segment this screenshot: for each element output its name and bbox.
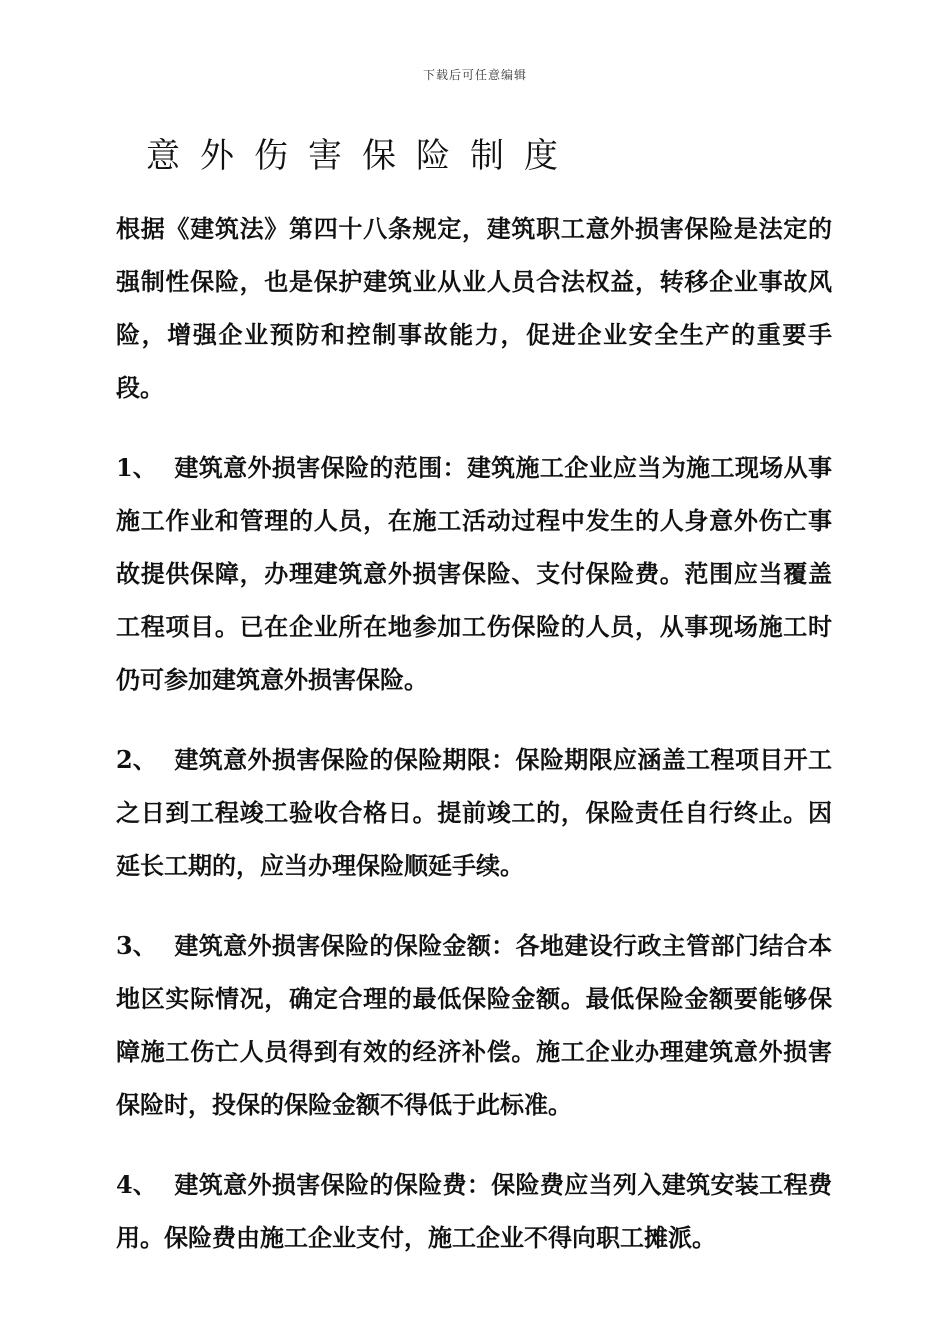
clause-4-text: 建筑意外损害保险的保险费：保险费应当列入建筑安装工程费用。保险费由施工企业支付，施工企业不得向职工摊派。 xyxy=(116,1170,832,1252)
clause-2-number: 2、 xyxy=(116,745,157,774)
clause-3-number: 3、 xyxy=(116,931,157,960)
clause-3-text: 建筑意外损害保险的保险金额：各地建设行政主管部门结合本地区实际情况，确定合理的最低保险金额。最低保险金额要能够保障施工伤亡人员得到有效的经济补偿。施工企业办理建筑意外损害保险时，投保的保险金额不得低于此标准。 xyxy=(116,931,832,1119)
intro-paragraph: 根据《建筑法》第四十八条规定，建筑职工意外损害保险是法定的强制性保险，也是保护建筑业从业人员合法权益，转移企业事故风险，增强企业预防和控制事故能力，促进企业安全生产的重要手段。 xyxy=(116,214,832,402)
header-note: 下载后可任意编辑 xyxy=(422,68,527,82)
document-body xyxy=(116,202,832,1291)
clause-2-text: 建筑意外损害保险的保险期限：保险期限应涵盖工程项目开工之日到工程竣工验收合格日。提前竣工的，保险责任自行终止。因延长工期的，应当办理保险顺延手续。 xyxy=(116,745,832,880)
clause-4 xyxy=(116,1158,832,1264)
clause-4-number: 4、 xyxy=(116,1170,157,1199)
clause-1-text: 建筑意外损害保险的范围：建筑施工企业应当为施工现场从事施工作业和管理的人员，在施工活动过程中发生的人身意外伤亡事故提供保障，办理建筑意外损害保险、支付保险费。范围应当覆盖工程项目。已在企业所在地参加工伤保险的人员，从事现场施工时仍可参加建筑意外损害保险。 xyxy=(116,453,832,694)
clause-3 xyxy=(116,919,832,1131)
clause-2 xyxy=(116,733,832,892)
document-title: 意外伤害保险制度 xyxy=(146,136,578,176)
clause-1 xyxy=(116,441,832,706)
clause-1-number: 1、 xyxy=(116,453,157,482)
